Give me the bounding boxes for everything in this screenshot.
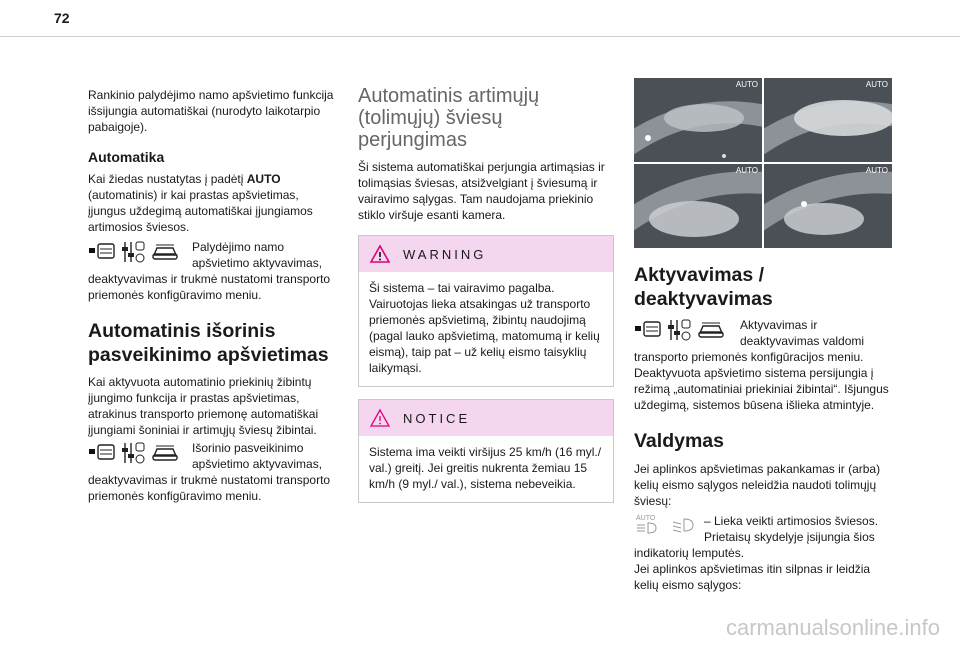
icon-text-1a: Palydėjimo namo: [192, 240, 285, 254]
icon-row-2: [88, 440, 340, 472]
icon-text-1-head: [192, 239, 322, 271]
lamp-text-c: indikatorių lemputės.: [634, 546, 745, 560]
auto-badge: AUTO: [865, 166, 888, 175]
svg-text:AUTO: AUTO: [636, 515, 656, 522]
section-text: Ši sistema automatiškai perjungia artimąsias ir tolimąsias šviesas, atsižvelgiant į šviesumą ir vairavimo sąlygas. Tam naudojama priekinio stiklo viršuje esanti kamera.: [358, 160, 605, 222]
warning-label: WARNING: [403, 246, 487, 262]
top-divider: [0, 36, 960, 37]
car-icon: [696, 320, 726, 340]
auto-badge: AUTO: [735, 166, 758, 175]
lamp-text-head: [704, 513, 878, 545]
headlight-photo-3: [634, 164, 762, 248]
warning-icon: [369, 244, 391, 264]
icon-text-2c: deaktyvavimas ir trukmė nustatomi transporto priemonės konfigūravimo meniu.: [88, 473, 331, 503]
auto-badge: AUTO: [865, 80, 888, 89]
icon-text-2a: Išorinio pasveikinimo: [192, 441, 304, 455]
icon-text-3c: transporto priemonės konfigūracijos meniu. Deaktyvuota apšvietimo sistema persijungia į režimą „automatiniai priekiniai žibintai“. Išjungus uždegimą, sistemos būsena išlieka atmintyje.: [634, 350, 889, 412]
icon-group-2: [88, 440, 192, 466]
column-3: [634, 263, 892, 593]
screen-icon: [88, 443, 116, 463]
intro-text: Rankinio palydėjimo namo apšvietimo funkcija išsijungia automatiškai (nurodyto laikotarpio pabaigoje).: [88, 88, 334, 134]
warning-text: Ši sistema – tai vairavimo pagalba. Vairuotojas lieka atsakingas už transporto priemonės apšvietimą, žibintų naudojimą (pagal lauko apšvietimą, matomumą ir kelių eismą), taip pat – už kelių eismo taisyklių laikymąsi.: [369, 281, 600, 375]
settings-panel-icon: [666, 317, 692, 343]
lamp-row: [634, 513, 892, 545]
section-title: Automatinis artimųjų (tolimųjų) šviesų perjungimas: [358, 85, 540, 151]
notice-icon: [369, 408, 391, 428]
low-beam-icon: [670, 513, 696, 535]
headlight-photo-4: [764, 164, 892, 248]
icon-row-3: [634, 317, 892, 349]
icon-group-3: [634, 317, 740, 343]
lamp-text-a: – Lieka veikti artimosios šviesos.: [704, 514, 879, 528]
automatika-title: Automatika: [88, 149, 165, 165]
activation-title: Aktyvavimas / deaktyvavimas: [634, 264, 773, 310]
notice-header: [359, 400, 613, 436]
notice-box: [358, 399, 614, 503]
icon-text-3-head: [740, 317, 864, 349]
icon-text-2-head: [192, 440, 322, 472]
icon-text-3a: Aktyvavimas ir: [740, 318, 818, 332]
notice-label: NOTICE: [403, 410, 471, 426]
icon-row-1: [88, 239, 340, 271]
watermark: carmanualsonline.info: [725, 615, 940, 640]
lamp-icons: [634, 513, 704, 535]
icon-group-1: [88, 239, 192, 265]
control-text-2: Jei aplinkos apšvietimas itin silpnas ir leidžia kelių eismo sąlygos:: [634, 562, 871, 592]
screen-icon: [634, 320, 662, 340]
page-number: 72: [54, 10, 70, 26]
control-title: Valdymas: [634, 430, 724, 452]
headlight-photo-1: [634, 78, 762, 162]
column-2: [358, 85, 614, 503]
lamp-text-b: Prietaisų skydelyje įsijungia šios: [704, 530, 875, 544]
icon-text-2b: apšvietimo aktyvavimas,: [192, 457, 323, 471]
car-icon: [150, 242, 180, 262]
notice-text: Sistema ima veikti viršijus 25 km/h (16 myl./ val.) greitį. Jei greitis nukrenta žemiau 15 km/h (9 myl./ val.), sistema nebeveikia.: [369, 445, 602, 491]
screen-icon: [88, 242, 116, 262]
settings-panel-icon: [120, 239, 146, 265]
icon-text-3b: deaktyvavimas valdomi: [740, 334, 865, 348]
headlight-photo-2: [764, 78, 892, 162]
automatika-text: Kai žiedas nustatytas į padėtį AUTO (automatinis) ir kai prastas apšvietimas, įjungus uždegimą automatiškai įjungiamos artimosios šviesos.: [88, 172, 313, 234]
auto-lamp-icon: [634, 513, 660, 535]
icon-text-1b: apšvietimo aktyvavimas,: [192, 256, 323, 270]
warning-header: [359, 236, 613, 272]
column-1: [88, 87, 340, 504]
warning-box: [358, 235, 614, 387]
section2-text: Kai aktyvuota automatinio priekinių žibintų įjungimo funkcija ir prastas apšvietimas, atrakinus transporto priemonę automatiškai įjungiami šoniniai ir artimųjų šviesų žibintai.: [88, 375, 319, 437]
control-text: Jei aplinkos apšvietimas pakankamas ir (arba) kelių eismo sąlygos neleidžia naudoti tolimųjų šviesų:: [634, 462, 881, 508]
icon-text-1c: deaktyvavimas ir trukmė nustatomi transporto priemonės konfigūravimo meniu.: [88, 272, 331, 302]
settings-panel-icon: [120, 440, 146, 466]
section2-title: Automatinis išorinis pasveikinimo apšvietimas: [88, 320, 329, 366]
headlight-photo-grid: [634, 78, 892, 248]
auto-badge: AUTO: [735, 80, 758, 89]
car-icon: [150, 443, 180, 463]
